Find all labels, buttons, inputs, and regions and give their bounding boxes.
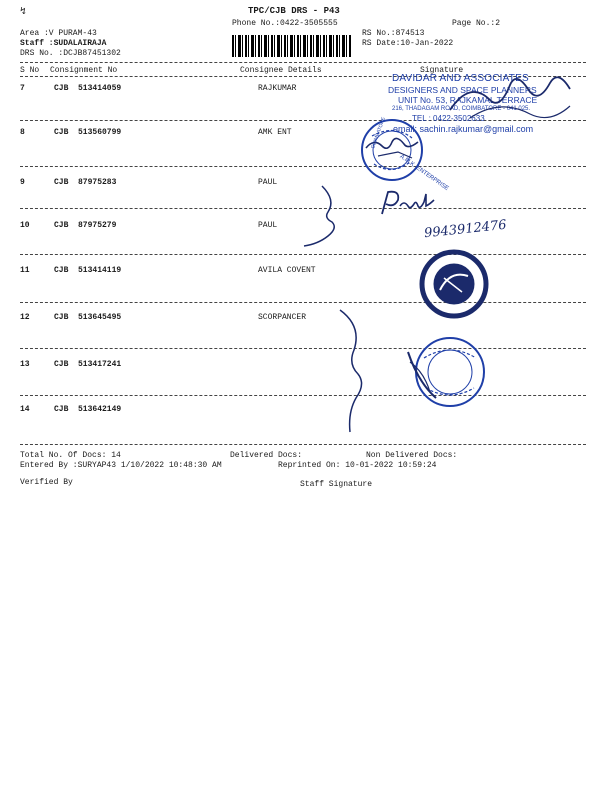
total-docs: Total No. Of Docs: 14 [20,451,121,460]
entered-by: Entered By :SURYAP43 1/10/2022 10:48:30 AM [20,461,222,470]
stamp-line: DESIGNERS AND SPACE PLANNERS [388,85,537,95]
row-consignee: PAUL [258,221,278,230]
stamp-line: TEL : 0422-3502633 [412,114,485,123]
row-prefix: CJB [54,360,69,369]
row-consignment: 513645495 [78,313,122,322]
divider [20,444,586,445]
row-consignee: PAUL [258,178,278,187]
amk-stamp-text: COIMBATORE [370,116,388,150]
row-sno: 14 [20,405,30,414]
row-consignment: 87975279 [78,221,117,230]
row-consignee: RAJKUMAR [258,84,297,93]
col-sno: S No [20,66,40,75]
divider [20,302,586,303]
rs-number: RS No.:874513 [362,29,425,38]
bracket-mark [330,306,370,436]
row-consignment: 513560799 [78,128,122,137]
row-consignment: 513642149 [78,405,122,414]
staff-signature: Staff Signature [300,480,373,489]
drs-number: DRS No. :DCJB87451302 [20,49,121,58]
row-consignment: 513414059 [78,84,122,93]
stamp-line: DAVIDAR AND ASSOCIATES [392,73,529,84]
row-prefix: CJB [54,178,69,187]
row-prefix: CJB [54,128,69,137]
delivered-docs: Delivered Docs: [230,451,303,460]
row-sno: 9 [20,178,25,187]
stamp-line: 216, THADAGAM ROAD, COIMBATORE - 641 025. [392,106,531,112]
row-sno: 8 [20,128,25,137]
row-consignment: 513417241 [78,360,122,369]
page-number: Page No.:2 [452,19,501,28]
phone-number: Phone No.:0422-3505555 [232,19,338,28]
corner-mark: ↯ [20,7,27,18]
stamp-line: UNIT No. 53, RAJKAMAL TERRACE [398,95,538,105]
row-consignment: 87975283 [78,178,117,187]
row-prefix: CJB [54,313,69,322]
row-sno: 10 [20,221,30,230]
row-sno: 13 [20,360,30,369]
area: Area :V PURAM-43 [20,29,97,38]
amk-stamp-text: A.M.K. ENTERPRISE [398,153,450,193]
row-consignee: SCORPANCER [258,313,307,322]
paul-signature [378,188,448,218]
bracket-mark [302,182,342,252]
row-prefix: CJB [54,221,69,230]
row-sno: 11 [20,266,30,275]
row-consignee: AMK ENT [258,128,292,137]
signature-scribble [440,70,580,130]
rs-date: RS Date:10-Jan-2022 [362,39,454,48]
divider [20,166,586,167]
row-prefix: CJB [54,84,69,93]
col-consignment: Consignment No [50,66,118,75]
row-prefix: CJB [54,405,69,414]
staff: Staff :SUDALAIRAJA [20,39,107,48]
col-signature: Signature [420,66,464,75]
stamp-line: email: sachin.rajkumar@gmail.com [393,124,534,134]
dark-round-stamp [410,246,500,326]
lower-round-stamp [402,332,502,412]
handwritten-phone: 9943912476 [423,217,508,242]
reprinted-on: Reprinted On: 10-01-2022 10:59:24 [278,461,437,470]
doc-title: TPC/CJB DRS - P43 [248,6,340,16]
row-prefix: CJB [54,266,69,275]
verified-by: Verified By [20,478,73,487]
col-consignee: Consignee Details [240,66,322,75]
non-delivered-docs: Non Delivered Docs: [366,451,458,460]
row-consignee: AVILA COVENT [258,266,316,275]
row-consignment: 513414119 [78,266,122,275]
divider [20,62,586,63]
divider [20,254,586,255]
row-sno: 12 [20,313,30,322]
barcode [232,35,352,57]
row-sno: 7 [20,84,25,93]
